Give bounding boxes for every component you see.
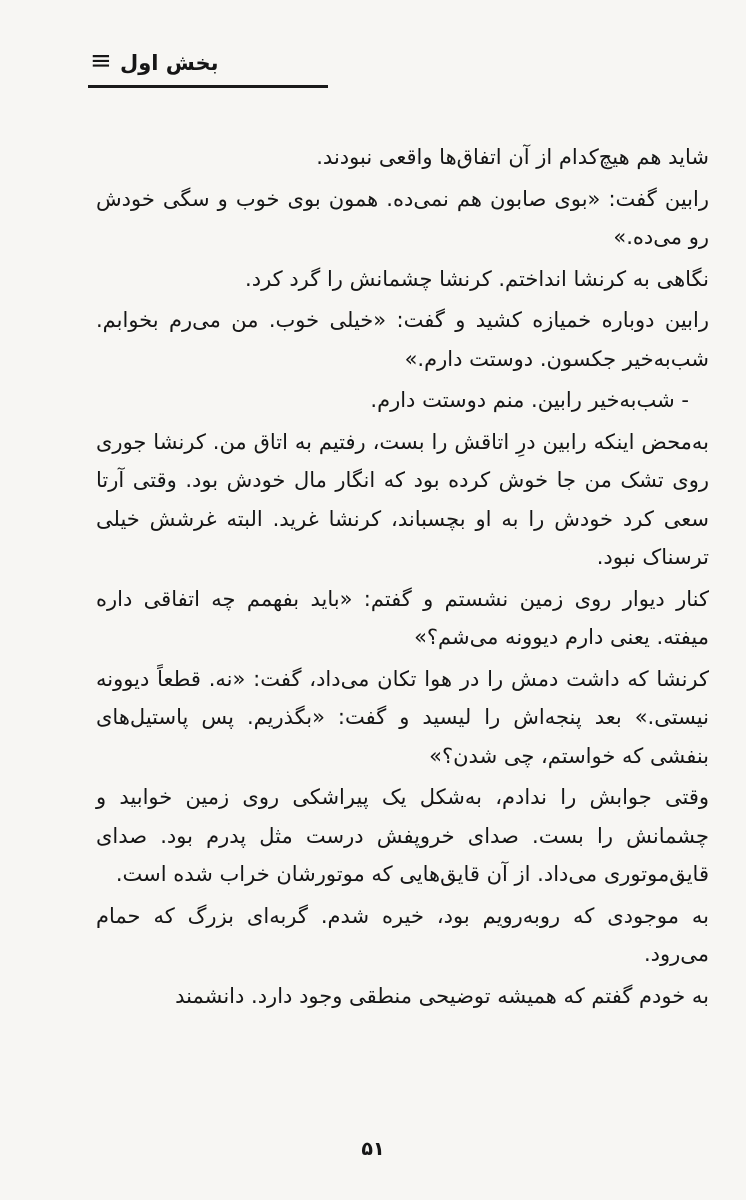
paragraph: نگاهی به کرنشا انداختم. کرنشا چشمانش را گرد کرد. [245, 266, 709, 291]
paragraph: به موجودی که روبه‌رویم بود، خیره شدم. گربه‌ای بزرگ که حمام می‌رود. [96, 903, 709, 966]
paragraph: رابین گفت: «بوی صابون هم نمی‌ده. همون بوی خوب و سگی خودش رو می‌ده.» [96, 186, 709, 249]
section-mark-icon: ≡ [90, 46, 112, 76]
paragraph: کنار دیوار روی زمین نشستم و گفتم: «باید بفهمم چه اتفاقی داره میفته. یعنی دارم دیوونه می‌شم؟» [96, 586, 709, 649]
section-title: بخش اول [120, 51, 219, 75]
paragraph: به خودم گفتم که همیشه توضیحی منطقی وجود دارد. دانشمند [175, 983, 709, 1008]
paragraph: رابین دوباره خمیازه کشید و گفت: «خیلی خوب. من می‌رم بخوابم. شب‌به‌خیر جکسون. دوستت دارم.» [96, 308, 709, 371]
paragraph: وقتی جوابش را ندادم، به‌شکل یک پیراشکی روی زمین خوابید و چشمانش را بست. صدای خروپفش درست مثل پدرم بود. صدای قایق‌موتوری می‌داد. از آن قایق‌هایی که موتورشان خراب شده است. [96, 785, 709, 886]
header-rule [88, 85, 328, 88]
paragraph: شاید هم هیچ‌کدام از آن اتفاق‌ها واقعی نبودند. [316, 145, 709, 169]
dialogue-line: - شب‌به‌خیر رابین. منم دوستت دارم. [370, 388, 689, 412]
page-number: ۵۱ [361, 1138, 385, 1160]
body-text [96, 138, 709, 1015]
paragraph: کرنشا که داشت دمش را در هوا تکان می‌داد، گفت: «نه. قطعاً دیوونه نیستی.» بعد پنجه‌اش را لیسید و گفت: «بگذریم. پس پاستیل‌های بنفشی که خواستم، چی شدن؟» [96, 666, 709, 768]
paragraph: به‌محض اینکه رابین درِ اتاقش را بست، رفتیم به اتاق من. کرنشا جوری روی تشک من جا خوش کرده بود که انگار مال خودش بود. وقتی آرتا سعی کرد خودش را به او بچسباند، کرنشا غرید. البته غرشش خیلی ترسناک نبود. [96, 429, 709, 569]
running-header [80, 40, 330, 90]
